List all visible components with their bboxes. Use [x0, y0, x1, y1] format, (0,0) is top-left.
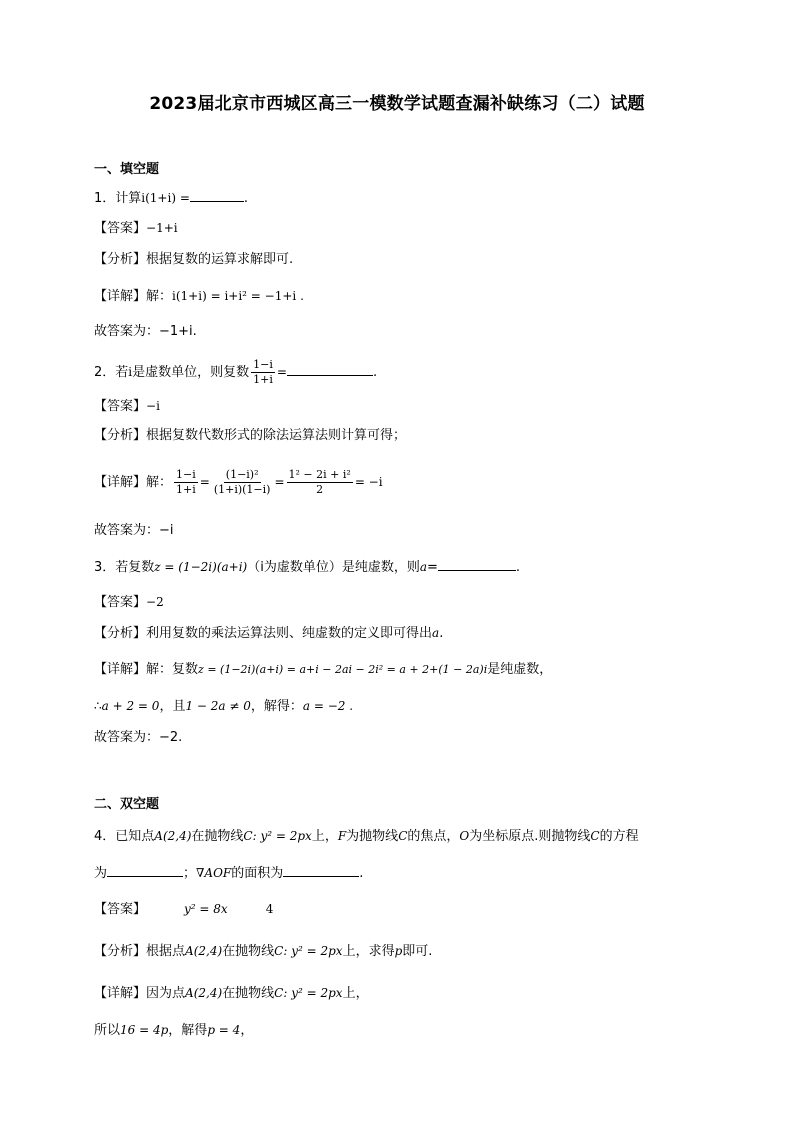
- fraction: $\frac{1-i}{1+i}$: [253, 358, 273, 386]
- q3-detail-line2: ∴a + 2 = 0，且1 − 2a ≠ 0，解得：a = −2 .: [94, 699, 354, 714]
- q4-stem: 4．已知点A(2,4)在抛物线C: y² = 2px上，F为抛物线C的焦点，O为坐标原点.则抛物线C的方程: [94, 829, 639, 844]
- q4-detail: 【详解】因为点A(2,4)在抛物线C: y² = 2px上，: [94, 986, 369, 1001]
- q3-conclusion: 故答案为：−2.: [94, 730, 183, 745]
- answer-blank-1: [107, 862, 183, 877]
- q3-answer: 【答案】−2: [94, 595, 164, 610]
- q1-conclusion: 故答案为：−1+i.: [94, 324, 197, 339]
- q2-conclusion: 故答案为：−i: [94, 523, 174, 538]
- q4-analysis: 【分析】根据点A(2,4)在抛物线C: y² = 2px上，求得p即可.: [94, 944, 433, 959]
- q4-detail-line2: 所以16 = 4p，解得p = 4，: [94, 1023, 254, 1038]
- q1-answer: 【答案】−1+i: [94, 221, 178, 236]
- answer-blank: [287, 361, 373, 376]
- document-title: 2023届北京市西城区高三一模数学试题查漏补缺练习（二）试题: [149, 94, 645, 114]
- q4-answer: 【答案】 y² = 8x 4: [94, 902, 274, 917]
- q1-detail: 【详解】解：i(1+i) = i+i² = −1+i .: [94, 289, 304, 304]
- q2-analysis: 【分析】根据复数代数形式的除法运算法则计算可得；: [94, 428, 407, 443]
- answer-blank: [190, 187, 244, 202]
- q1-analysis: 【分析】根据复数的运算求解即可.: [94, 252, 294, 267]
- q4-stem-line2: 为 ；∇AOF的面积为 .: [94, 862, 363, 884]
- section-heading-double: 二、双空题: [94, 797, 160, 812]
- answer-blank-2: [283, 862, 359, 877]
- q3-detail: 【详解】解：复数z = (1−2i)(a+i) = a+i − 2ai − 2i² = a + 2+(1 − 2a)i是纯虚数，: [94, 662, 553, 677]
- section-heading-fill: 一、填空题: [94, 162, 160, 177]
- q3-stem: 3．若复数z = (1−2i)(a+i)（i为虚数单位）是纯虚数，则a= .: [94, 556, 520, 578]
- q1-stem: 1．计算i(1+i) = .: [94, 187, 248, 209]
- q3-analysis: 【分析】利用复数的乘法运算法则、纯虚数的定义即可得出a.: [94, 626, 444, 641]
- answer-blank: [438, 556, 516, 571]
- q2-detail: 【详解】解： $\frac{1-i}{1+i}$ = $\frac{\text{(1−i)²}}{(1+i)(1-i)}$ = $\frac{\text{1² − 2i + i²}}{2}$ = −i: [94, 468, 383, 496]
- q2-stem: 2．若i是虚数单位，则复数 $\frac{1-i}{1+i}$ = .: [94, 358, 378, 386]
- q2-answer: 【答案】−i: [94, 399, 160, 414]
